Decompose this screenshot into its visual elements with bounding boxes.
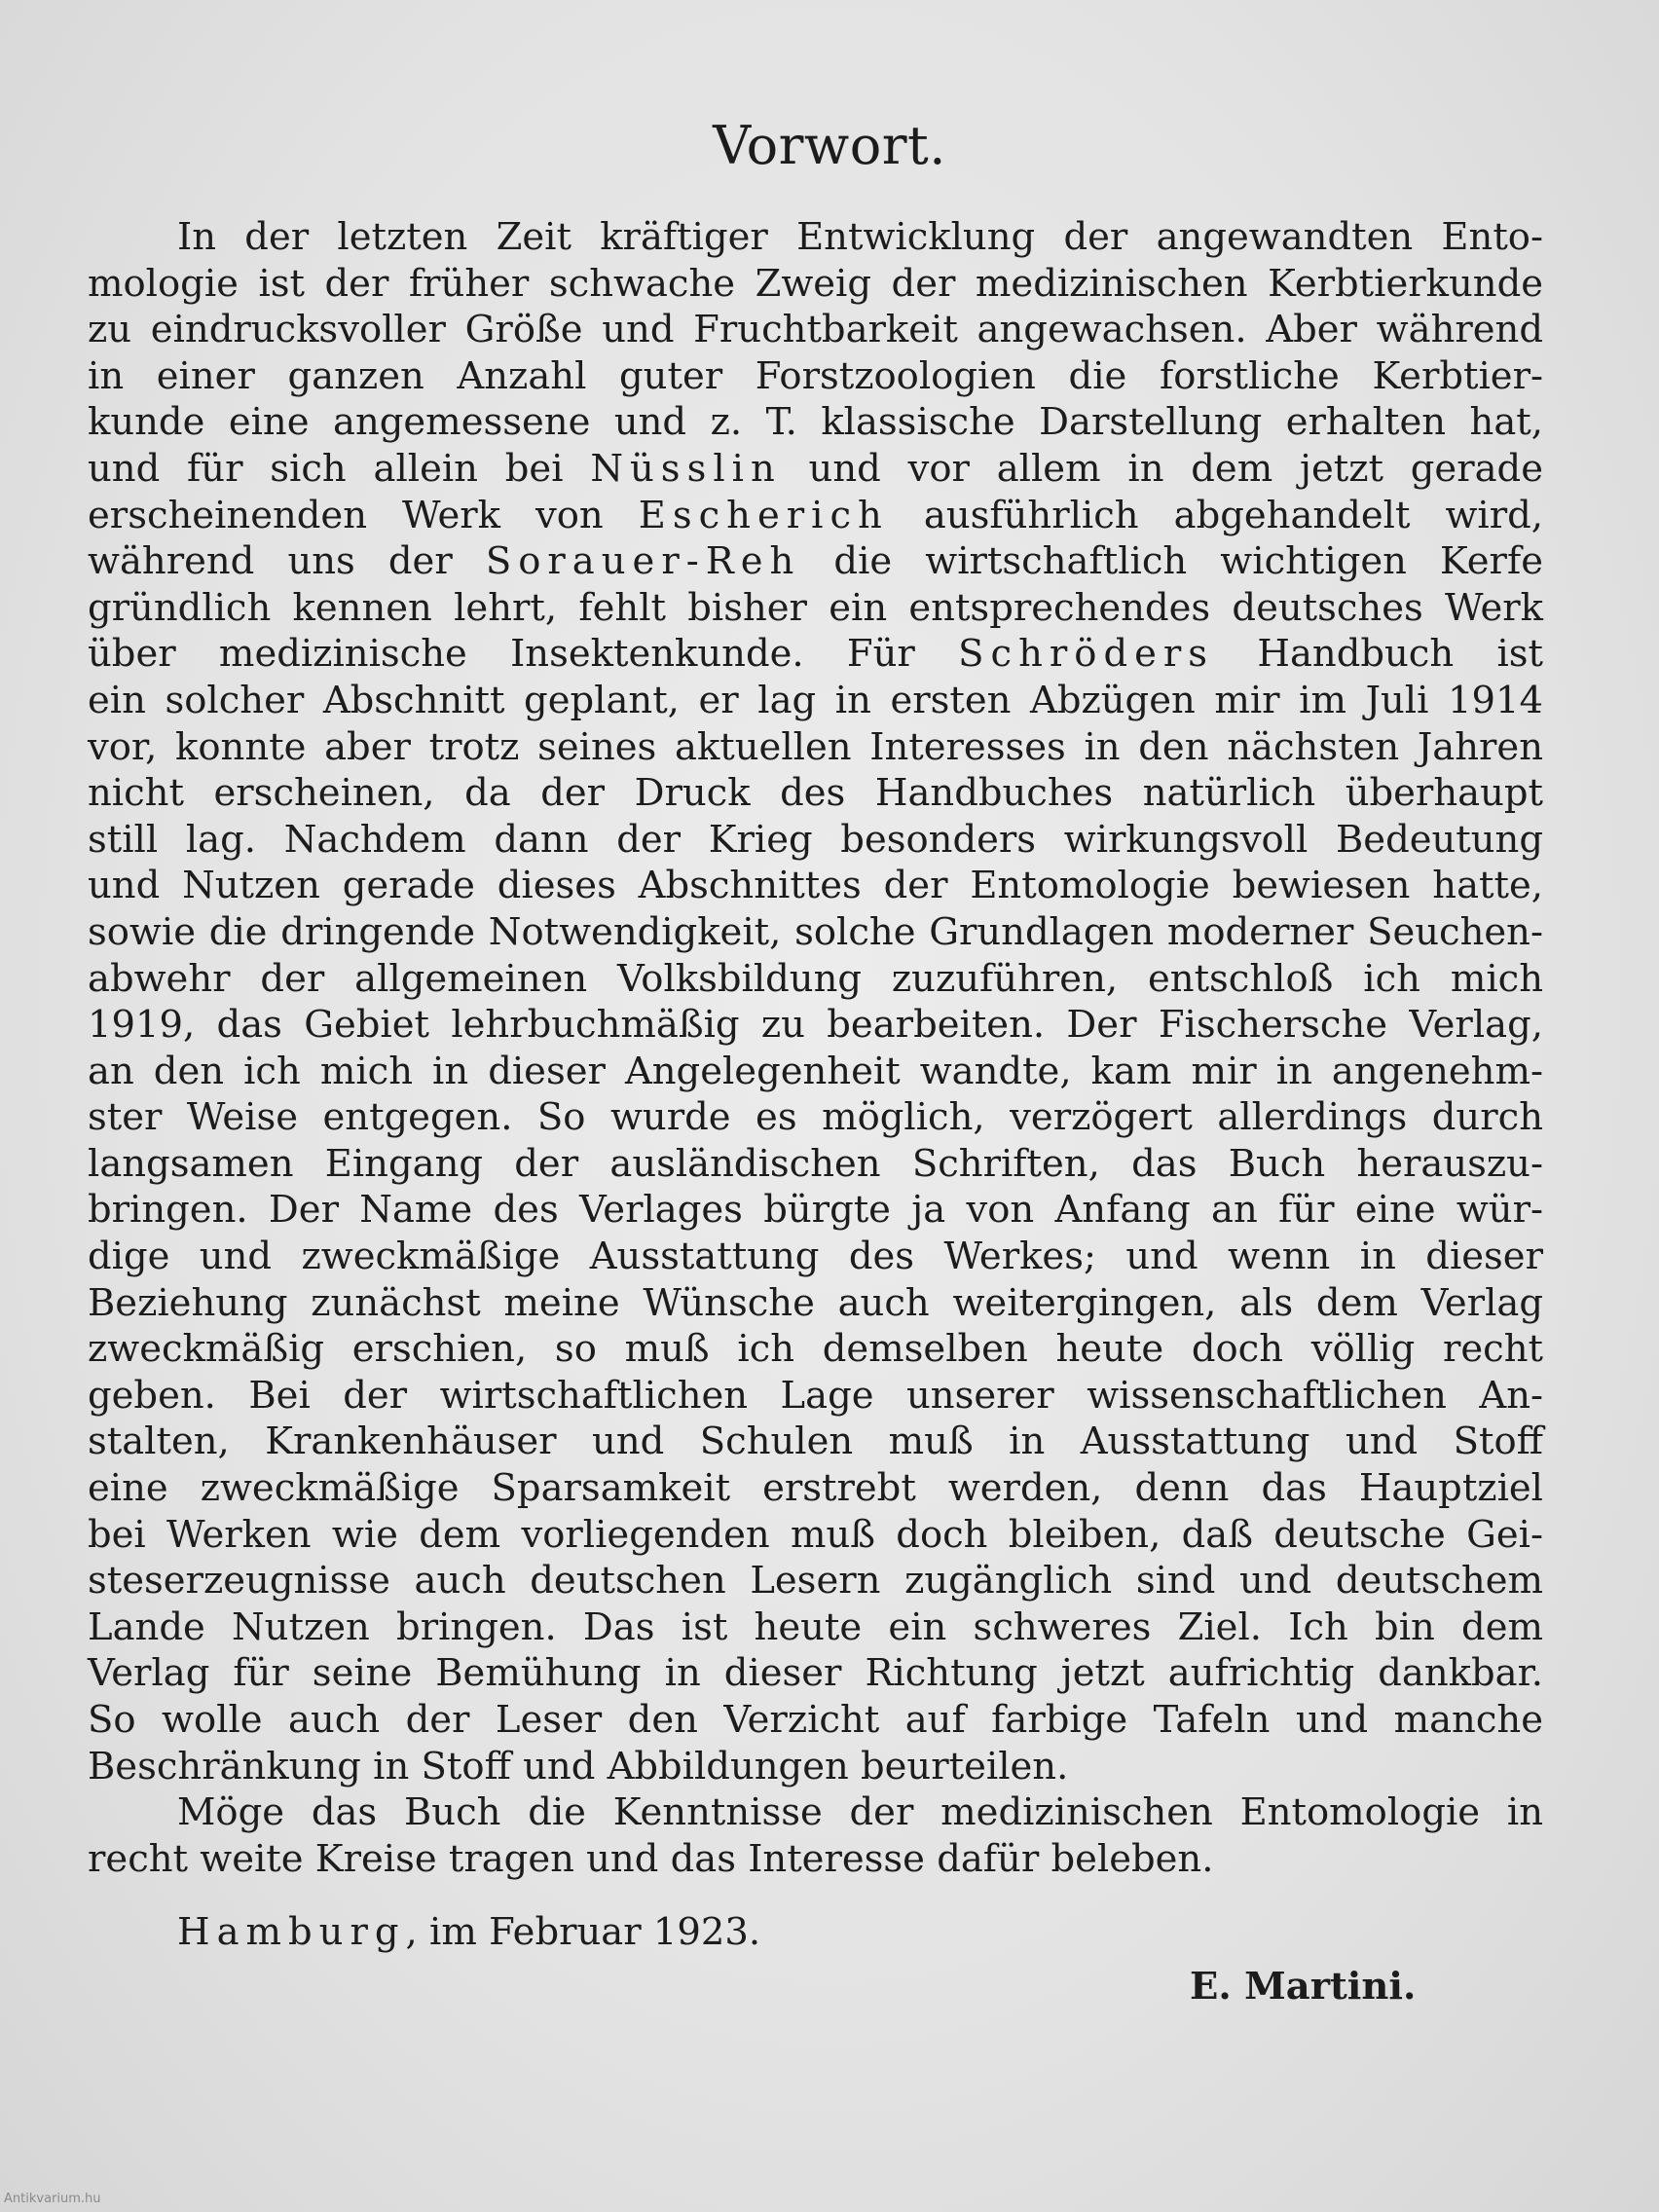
page-title: Vorwort. xyxy=(713,115,946,176)
text-line: dige und zweckmäßige Ausstattung des Werkes; und wenn in dieser xyxy=(88,1235,1543,1279)
watermark: Antikvarium.hu xyxy=(4,2192,101,2206)
text-line: zweckmäßig erschien, so muß ich demselben heute doch völlig recht xyxy=(88,1327,1543,1372)
text-line: an den ich mich in dieser Angelegenheit wandte, kam mir in angenehm- xyxy=(88,1049,1543,1093)
text-line: bei Werken wie dem vorliegenden muß doch bleiben, daß deutsche Gei- xyxy=(88,1512,1543,1557)
emphasized-name: Schröders xyxy=(958,632,1215,677)
emphasized-name: Sorauer-Reh xyxy=(485,539,801,584)
text-line: während uns der Sorauer-Reh die wirtschaftlich wichtigen Kerfe xyxy=(88,539,1543,584)
text-line: vor, konnte aber trotz seines aktuellen Interesses in den nächsten Jahren xyxy=(88,724,1543,769)
author-signature: E. Martini. xyxy=(1190,1965,1417,2009)
date-text: , im Februar 1923. xyxy=(405,1910,761,1954)
text-line: und Nutzen gerade dieses Abschnittes der Entomologie bewiesen hatte, xyxy=(88,864,1543,908)
place-name: Hamburg xyxy=(177,1910,406,1954)
text-line: erscheinenden Werk von Escherich ausführlich abgehandelt wird, xyxy=(88,493,1543,537)
text-line: über medizinische Insektenkunde. Für Schröders Handbuch ist xyxy=(88,632,1543,677)
text-line: ein solcher Abschnitt geplant, er lag in ersten Abzügen mir im Juli 1914 xyxy=(88,678,1543,722)
place-date-line xyxy=(177,1910,760,1954)
paragraph-1 xyxy=(88,214,1543,1789)
text-line: Verlag für seine Bemühung in dieser Richtung jetzt aufrichtig dankbar. xyxy=(88,1651,1543,1696)
text-line: Beschränkung in Stoff und Abbildungen beurteilen. xyxy=(88,1744,1069,1788)
text-line: in einer ganzen Anzahl guter Forstzoologien die forstliche Kerbtier- xyxy=(88,353,1543,398)
text-line: still lag. Nachdem dann der Krieg besonders wirkungsvoll Bedeutung xyxy=(88,817,1543,862)
text-line: abwehr der allgemeinen Volksbildung zuzuführen, entschloß ich mich xyxy=(88,956,1543,1001)
text-line: zu eindrucksvoller Größe und Fruchtbarkeit angewachsen. Aber während xyxy=(88,308,1543,352)
text-line: bringen. Der Name des Verlages bürgte ja von Anfang an für eine wür- xyxy=(88,1188,1543,1233)
text-line: nicht erscheinen, da der Druck des Handbuches natürlich überhaupt xyxy=(88,771,1543,816)
text-line: sowie die dringende Notwendigkeit, solche Grundlagen moderner Seuchen- xyxy=(88,909,1543,954)
text-line: So wolle auch der Leser den Verzicht auf farbige Tafeln und manche xyxy=(88,1698,1543,1742)
preface-body xyxy=(88,214,1543,1882)
text-line: Beziehung zunächst meine Wünsche auch weitergingen, als dem Verlag xyxy=(88,1280,1543,1325)
text-line: 1919, das Gebiet lehrbuchmäßig zu bearbeiten. Der Fischersche Verlag, xyxy=(88,1003,1543,1048)
text-line: und für sich allein bei Nüsslin und vor allem in dem jetzt gerade xyxy=(88,446,1543,491)
text-line: mologie ist der früher schwache Zweig der medizinischen Kerbtierkunde xyxy=(88,261,1543,306)
text-line: ster Weise entgegen. So wurde es möglich, verzögert allerdings durch xyxy=(88,1095,1543,1140)
text-line: stalten, Krankenhäuser und Schulen muß in Ausstattung und Stoff xyxy=(88,1419,1543,1464)
text-line: geben. Bei der wirtschaftlichen Lage unserer wissenschaftlichen An- xyxy=(88,1373,1543,1418)
paragraph-2 xyxy=(88,1789,1543,1882)
text-line: In der letzten Zeit kräftiger Entwicklung der angewandten Ento- xyxy=(177,215,1543,259)
text-line: gründlich kennen lehrt, fehlt bisher ein entsprechendes deutsches Werk xyxy=(88,585,1543,630)
text-line: eine zweckmäßige Sparsamkeit erstrebt werden, denn das Hauptziel xyxy=(88,1466,1543,1511)
text-line: steserzeugnisse auch deutschen Lesern zugänglich sind und deutschem xyxy=(88,1559,1543,1604)
text-line: langsamen Eingang der ausländischen Schriften, das Buch herauszu- xyxy=(88,1141,1543,1186)
text-line: Möge das Buch die Kenntnisse der medizinischen Entomologie in xyxy=(177,1790,1543,1835)
emphasized-name: Nüsslin xyxy=(590,446,782,491)
text-line: Lande Nutzen bringen. Das ist heute ein schweres Ziel. Ich bin dem xyxy=(88,1604,1543,1649)
emphasized-name: Escherich xyxy=(638,493,889,537)
text-line: recht weite Kreise tragen und das Interesse dafür beleben. xyxy=(88,1836,1214,1881)
text-line: kunde eine angemessene und z. T. klassische Darstellung erhalten hat, xyxy=(88,400,1543,445)
